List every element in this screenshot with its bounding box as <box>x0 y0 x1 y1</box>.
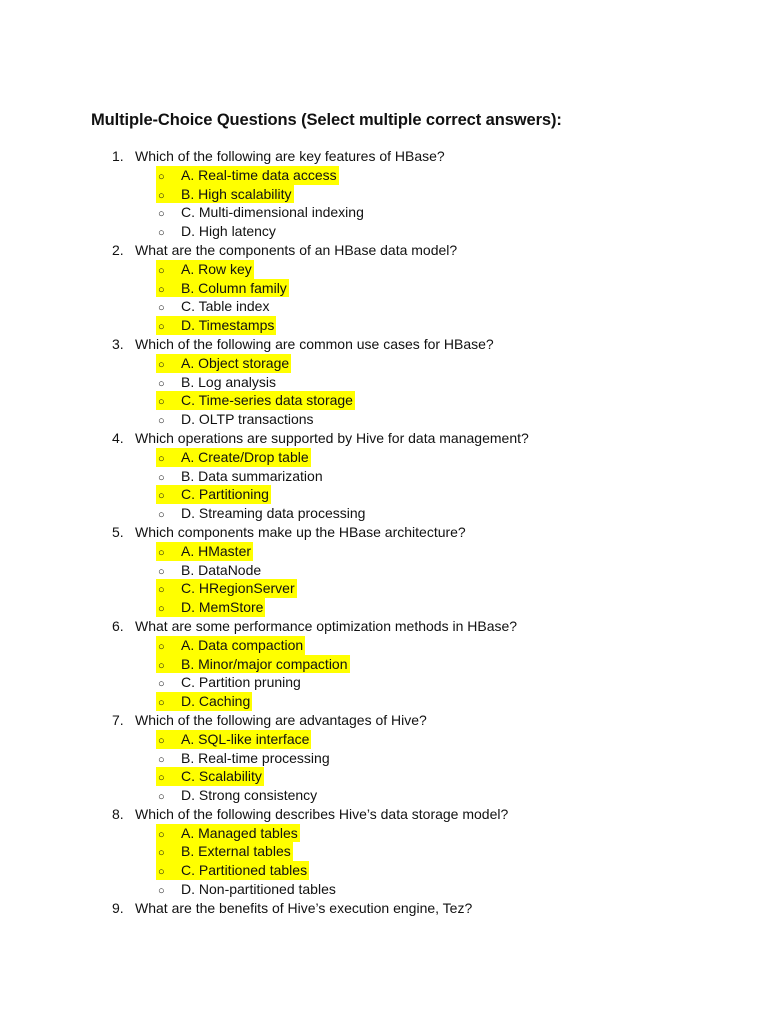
question-line <box>0 617 768 636</box>
question-item <box>0 335 768 429</box>
option-item <box>0 260 768 279</box>
option-item <box>0 467 768 486</box>
bullet-icon: ○ <box>158 678 165 691</box>
option-label: C. Time-series data storage <box>181 392 353 409</box>
question-text: Which components make up the HBase architecture? <box>135 523 466 540</box>
question-item <box>0 617 768 711</box>
option-label: D. High latency <box>181 223 276 240</box>
option-item <box>0 655 768 674</box>
option-item <box>0 767 768 786</box>
question-text: Which of the following are key features of HBase? <box>135 148 445 164</box>
page-title: Multiple-Choice Questions (Select multiple correct answers): <box>91 111 562 129</box>
question-item <box>0 241 768 335</box>
question-number: 6. <box>112 617 124 634</box>
option-label: C. Multi-dimensional indexing <box>181 204 364 221</box>
bullet-icon: ○ <box>158 170 165 183</box>
option-label: C. Scalability <box>181 768 262 785</box>
option-list <box>0 636 768 711</box>
question-item <box>0 899 768 918</box>
option-item <box>0 692 768 711</box>
option-label: C. HRegionServer <box>181 580 295 597</box>
question-number: 4. <box>112 429 124 446</box>
question-item <box>0 805 768 899</box>
question-number: 9. <box>112 899 124 916</box>
question-number: 5. <box>112 523 124 540</box>
bullet-icon: ○ <box>158 283 165 296</box>
option-label: A. SQL-like interface <box>181 730 310 747</box>
question-list <box>0 147 768 918</box>
question-text: Which of the following describes Hive’s data storage model? <box>135 805 509 822</box>
option-label: A. Create/Drop table <box>181 448 309 465</box>
option-list <box>0 730 768 805</box>
bullet-icon: ○ <box>158 302 165 315</box>
bullet-icon: ○ <box>158 659 165 672</box>
question-number: 3. <box>112 335 124 352</box>
bullet-icon: ○ <box>158 189 165 202</box>
option-label: C. Partitioned tables <box>181 862 308 879</box>
bullet-icon: ○ <box>158 885 165 898</box>
option-list <box>0 260 768 335</box>
bullet-icon: ○ <box>158 358 165 371</box>
option-item <box>0 316 768 335</box>
bullet-icon: ○ <box>158 791 165 804</box>
option-item <box>0 561 768 580</box>
question-line <box>0 899 768 918</box>
option-item <box>0 842 768 861</box>
option-item <box>0 166 768 185</box>
option-list <box>0 448 768 523</box>
option-item <box>0 297 768 316</box>
option-label: A. Row key <box>181 260 252 277</box>
bullet-icon: ○ <box>158 603 165 616</box>
bullet-icon: ○ <box>158 415 165 428</box>
bullet-icon: ○ <box>158 565 165 578</box>
option-label: B. Column family <box>181 279 287 296</box>
option-item <box>0 730 768 749</box>
option-item <box>0 354 768 373</box>
option-label: C. Partitioning <box>181 486 269 503</box>
bullet-icon: ○ <box>158 264 165 277</box>
question-text: What are the components of an HBase data model? <box>135 241 458 258</box>
bullet-icon: ○ <box>158 321 165 334</box>
option-item <box>0 222 768 241</box>
option-item <box>0 391 768 410</box>
option-label: D. Strong consistency <box>181 787 318 804</box>
option-label: A. HMaster <box>181 542 252 559</box>
option-item <box>0 579 768 598</box>
question-item <box>0 147 768 241</box>
option-label: C. Partition pruning <box>181 674 301 691</box>
question-line <box>0 147 768 166</box>
bullet-icon: ○ <box>158 208 165 221</box>
bullet-icon: ○ <box>158 734 165 747</box>
bullet-icon: ○ <box>158 697 165 710</box>
bullet-icon: ○ <box>158 546 165 559</box>
bullet-icon: ○ <box>158 640 165 653</box>
bullet-icon: ○ <box>158 828 165 841</box>
bullet-icon: ○ <box>158 753 165 766</box>
option-label: C. Table index <box>181 298 270 315</box>
question-number: 8. <box>112 805 124 822</box>
question-number: 2. <box>112 241 124 258</box>
question-text: Which operations are supported by Hive for data management? <box>135 429 529 446</box>
option-label: D. Non-partitioned tables <box>181 881 336 898</box>
option-label: B. DataNode <box>181 561 262 578</box>
option-label: B. External tables <box>181 843 291 860</box>
question-line <box>0 241 768 260</box>
question-line <box>0 805 768 824</box>
bullet-icon: ○ <box>158 452 165 465</box>
question-text: What are the benefits of Hive’s execution engine, Tez? <box>135 899 473 916</box>
option-list <box>0 824 768 899</box>
option-item <box>0 861 768 880</box>
question-line <box>0 335 768 354</box>
option-list <box>0 542 768 617</box>
option-item <box>0 203 768 222</box>
question-item <box>0 711 768 805</box>
question-item <box>0 429 768 523</box>
option-item <box>0 373 768 392</box>
option-label: D. Caching <box>181 693 251 710</box>
option-label: D. OLTP transactions <box>181 411 314 428</box>
option-label: D. Streaming data processing <box>181 505 366 522</box>
option-list <box>0 354 768 429</box>
option-label: A. Data compaction <box>181 636 304 653</box>
option-item <box>0 824 768 843</box>
option-item <box>0 636 768 655</box>
option-item <box>0 673 768 692</box>
option-label: A. Managed tables <box>181 824 298 841</box>
question-item <box>0 523 768 617</box>
question-text: Which of the following are common use cases for HBase? <box>135 335 494 352</box>
option-item <box>0 542 768 561</box>
option-item <box>0 598 768 617</box>
option-item <box>0 448 768 467</box>
option-item <box>0 279 768 298</box>
option-item <box>0 786 768 805</box>
option-item <box>0 880 768 899</box>
option-label: D. Timestamps <box>181 317 275 334</box>
option-item <box>0 749 768 768</box>
option-label: B. Log analysis <box>181 373 276 390</box>
option-item <box>0 504 768 523</box>
option-item <box>0 485 768 504</box>
bullet-icon: ○ <box>158 227 165 240</box>
bullet-icon: ○ <box>158 584 165 597</box>
bullet-icon: ○ <box>158 396 165 409</box>
option-list <box>0 166 768 241</box>
question-number: 7. <box>112 711 124 728</box>
bullet-icon: ○ <box>158 471 165 484</box>
bullet-icon: ○ <box>158 377 165 390</box>
option-label: B. Data summarization <box>181 467 323 484</box>
question-line <box>0 429 768 448</box>
bullet-icon: ○ <box>158 772 165 785</box>
option-item <box>0 185 768 204</box>
option-item <box>0 410 768 429</box>
question-line <box>0 523 768 542</box>
bullet-icon: ○ <box>158 490 165 503</box>
question-line <box>0 711 768 730</box>
bullet-icon: ○ <box>158 509 165 522</box>
option-label: D. MemStore <box>181 599 264 616</box>
bullet-icon: ○ <box>158 847 165 860</box>
question-number: 1. <box>112 148 124 164</box>
question-text: What are some performance optimization methods in HBase? <box>135 617 518 634</box>
option-label: A. Real-time data access <box>181 166 337 183</box>
option-label: A. Object storage <box>181 354 290 371</box>
option-label: B. Minor/major compaction <box>181 655 348 672</box>
option-label: B. Real-time processing <box>181 749 330 766</box>
question-text: Which of the following are advantages of Hive? <box>135 711 427 728</box>
bullet-icon: ○ <box>158 866 165 879</box>
option-label: B. High scalability <box>181 185 292 202</box>
